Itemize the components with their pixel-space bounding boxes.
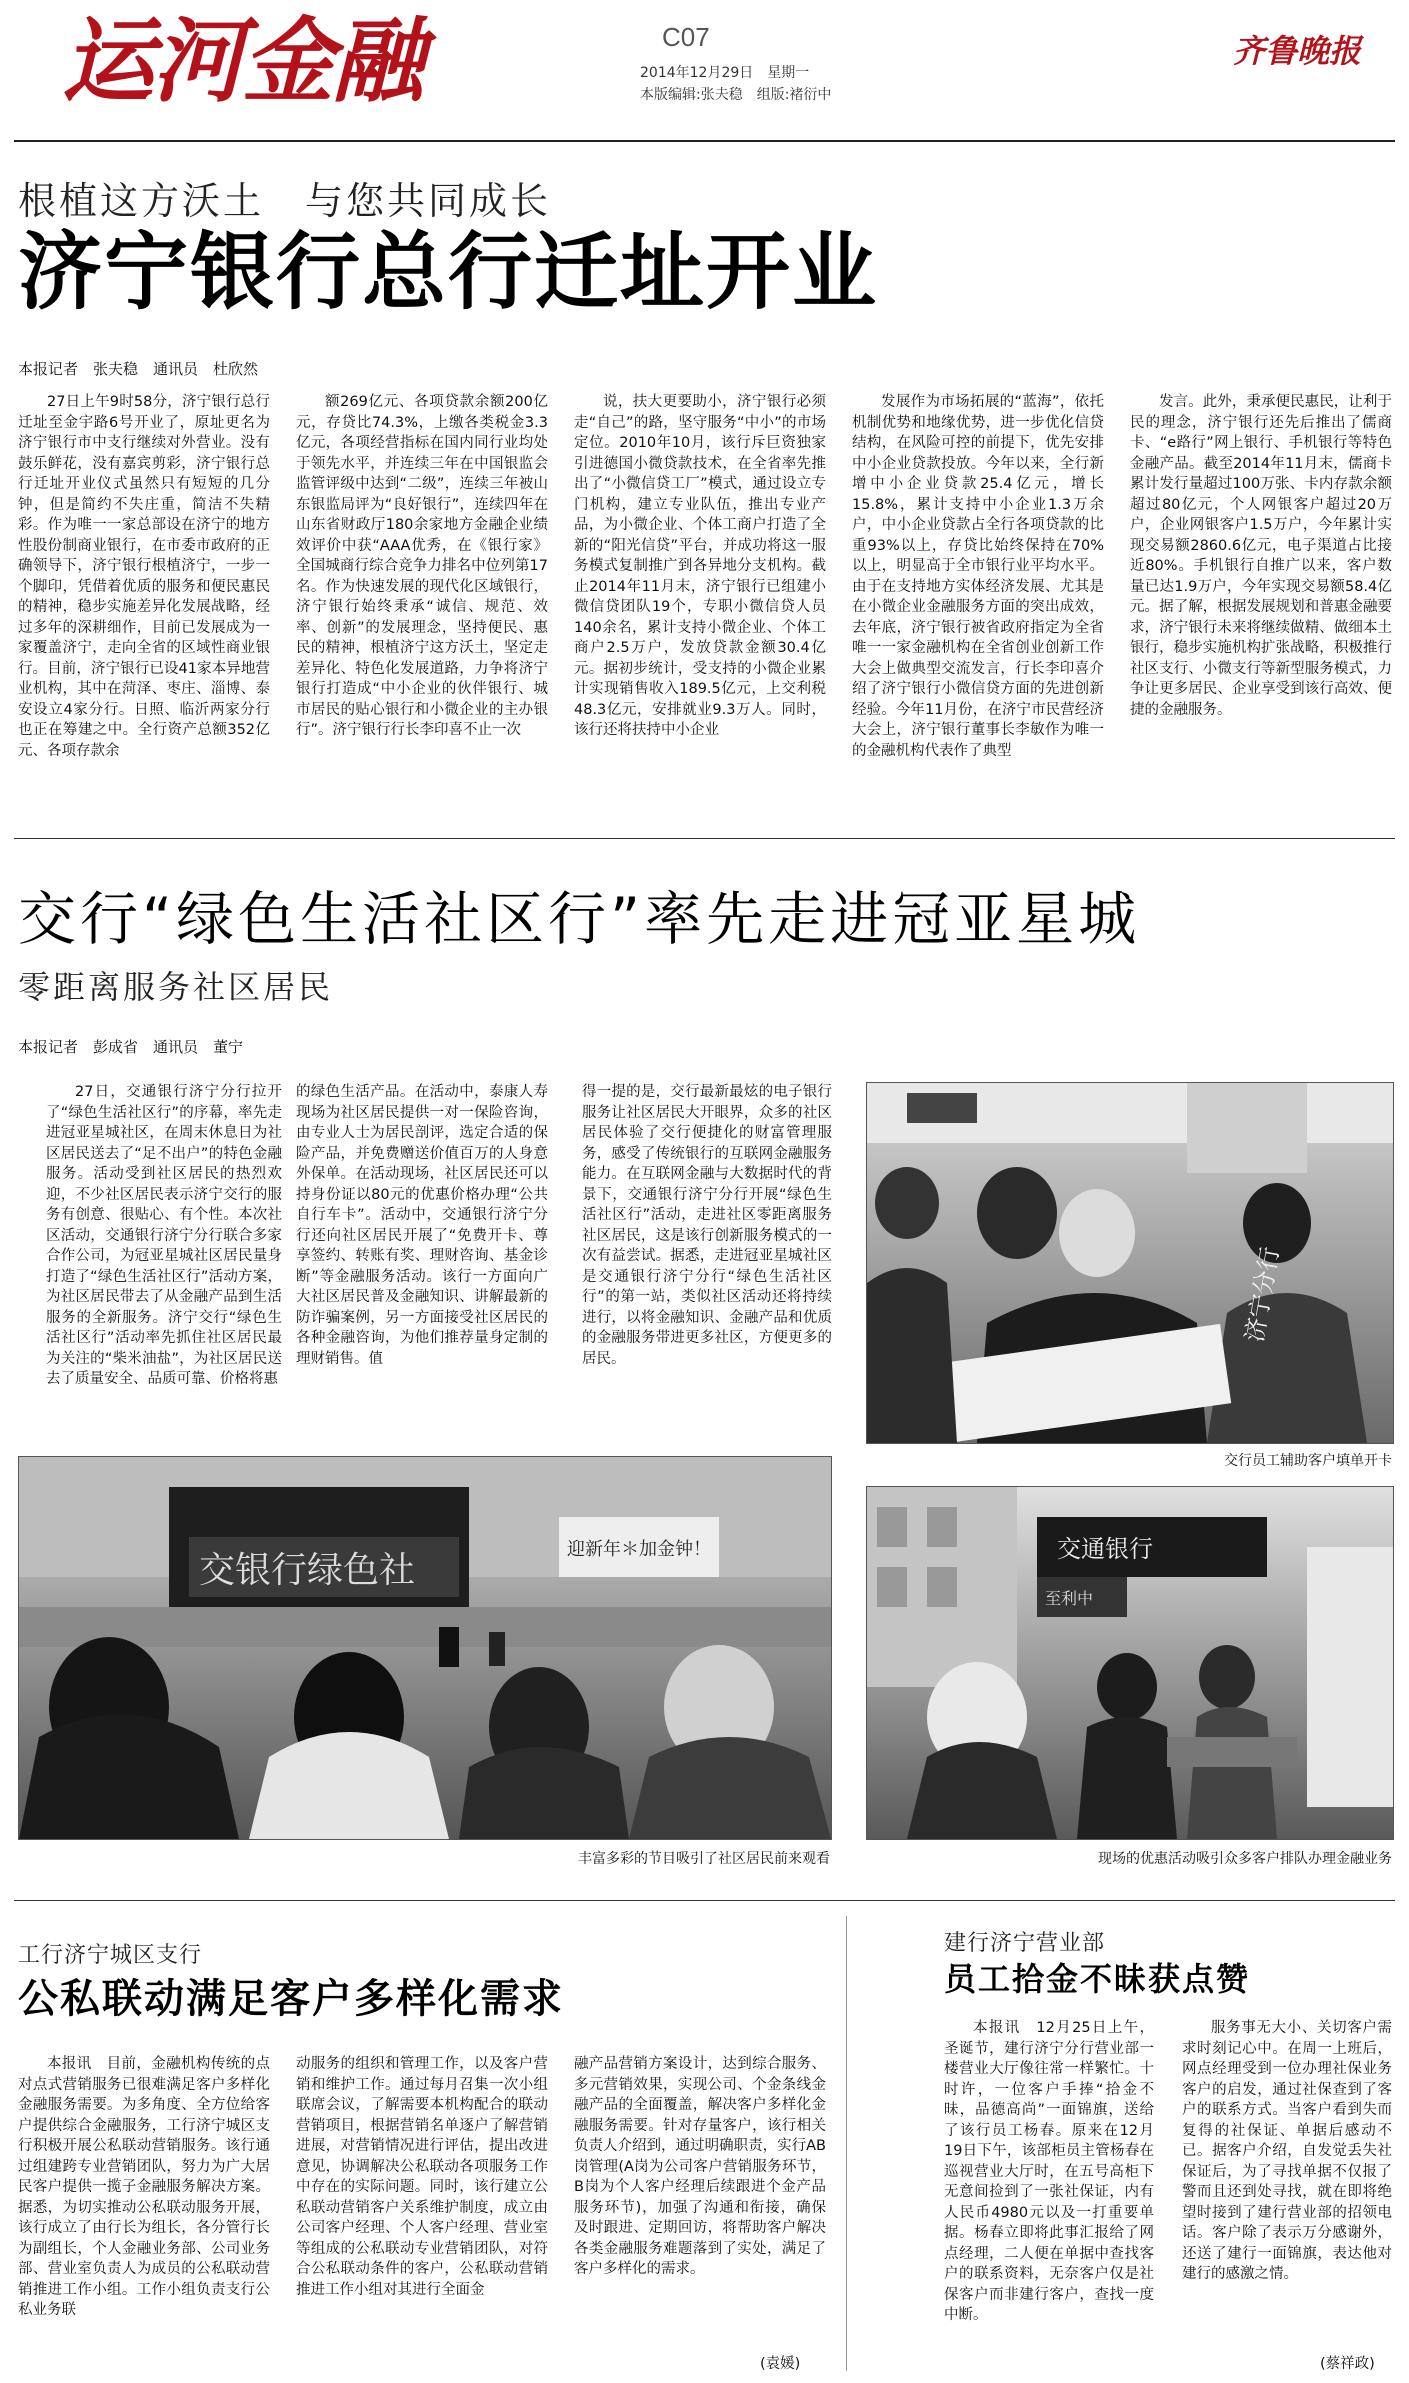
story2-subhead: 零距离服务社区居民 — [18, 968, 334, 1006]
photo-community-performance-illustration — [19, 1457, 831, 1839]
paper-logo: 齐鲁晚报 — [1232, 32, 1361, 70]
story2-column-2: 的绿色生活产品。在活动中，泰康人寿现场为社区居民提供一对一保险咨询，由专业人士为居民剖评，选定合适的保险产品，并免费赠送价值百万的人身意外保单。在活动现场，社区居民还可以持身份证以80元的优惠价格办理“公共自行车卡”。活动中，交通银行济宁分行还向社区居民开展了“免费开卡、尊享签约、转账有奖、理财咨询、基金诊断”等金融服务活动。该行一方面向广大社区居民普及金融知识、讲解最新的防诈骗案例，另一方面接受社区居民的各种金融咨询，为他们推荐量身定制的理财销售。值 — [296, 1084, 548, 1367]
story1-divider — [14, 838, 1395, 839]
story1-column-5: 发言。此外，秉承便民惠民，让利于民的理念，济宁银行还先后推出了儒商卡、“e路行”网上银行、手机银行等特色金融产品。截至2014年11月末，儒商卡累计发行量超过100万张、卡内存款余额超过80亿元，个人网银客户超过20万户，企业网银客户1.5万户，今年累计实现交易额2860.6亿元，电子渠道占比接近80%。手机银行自推广以来，客户数量已达1.9万户，今年实现交易额58.4亿元。据了解，根据发展规划和普惠金融要求，济宁银行未来将继续做精、做细本土银行，稳步实施机构扩张战略，积极推行社区支行、小微支行等新型服务模式，力争让更多居民、企业享受到该行高效、便捷的金融服务。 — [1130, 394, 1392, 718]
vest-text: 济宁分行 — [1240, 1244, 1285, 1345]
date-line: 2014年12月29日 星期一 — [640, 65, 810, 81]
story1-column-3: 说，扶大更要助小，济宁银行必须走“自己”的路，坚守服务“中小”的市场定位。2010年10月，该行斥巨资独家引进德国小微贷款技术，在全省率先推出了“小微信贷工厂”模式，通过设立专门机构，建立专业队伍，推出专业产品，为小微企业、个体工商户打造了全新的“阳光信贷”平台，并成功将这一服务模式复制推广到各异地分支机构。截止2014年11月末，济宁银行已组建小微信贷团队19个，专职小微信贷人员140余名，累计支持小微企业、个体工商户2.5万户，发放贷款金额30.4亿元。据初步统计，受支持的小微企业累计实现销售收入189.5亿元，上交利税48.3亿元，安排就业9.3万人。同时，该行还将扶持中小企业 — [574, 394, 826, 738]
section-title: 运河金融 — [62, 8, 423, 115]
tent-text: 至利中 — [1045, 1589, 1094, 1608]
caption-customers-queue: 现场的优惠活动吸引众多客户排队办理金融业务 — [1098, 1851, 1392, 1867]
photo-community-performance — [18, 1456, 832, 1840]
story3-column-3: 融产品营销方案设计，达到综合服务、多元营销效果，实现公司、个金条线金融产品的全面覆盖，解决客户多样化金融服务需要。针对存量客户，该行相关负责人介绍到，通过明确职责，实行AB岗管理(A岗为公司客户营销服务环节，B岗为个人客户经理后续跟进个金产品服务环节)，加强了沟通和衔接，确保及时跟进、定期回访，将帮助客户解决各类金融服务难题落到了实处，满足了客户多样化的需求。 — [574, 2056, 826, 2277]
story3-headline: 公私联动满足客户多样化需求 — [18, 1976, 564, 2022]
story1-headline: 济宁银行总行迁址开业 — [18, 223, 879, 321]
issue-meta — [640, 62, 831, 106]
caption-staff-assisting: 交行员工辅助客户填单开卡 — [1224, 1453, 1392, 1469]
story1-column-1: 27日上午9时58分，济宁银行总行迁址至金宇路6号开业了，原址更名为济宁银行市中支行继续对外营业。没有鼓乐鲜花，没有嘉宾剪彩，济宁银行总行迁址开业仪式虽然只有短短的几分钟，但是简约不失庄重，简洁不失精彩。作为唯一一家总部设在济宁的地方性股份制商业银行，在市委市政府的正确领导下，济宁银行根植济宁，一步一个脚印，凭借着优质的服务和便民惠民的精神，稳步实施差异化发展战略，经过多年的深耕细作，目前已发展成为一家覆盖济宁，走向全省的区域性商业银行。目前，济宁银行已设41家本异地营业机构，其中在菏泽、枣庄、淄博、泰安设立4家分行。日照、临沂两家分行也正在筹建之中。全行资产总额352亿元、各项存款余 — [18, 394, 270, 759]
story3-kicker: 工行济宁城区支行 — [18, 1943, 203, 1968]
sign-text: 交通银行 — [1057, 1535, 1153, 1563]
story2-byline: 本报记者 彭成省 通讯员 董宁 — [18, 1038, 244, 1056]
story2-column-1: 27日，交通银行济宁分行拉开了“绿色生活社区行”的序幕，率先走进冠亚星城社区，在周末休息日为社区居民送去了“足不出户”的特色金融服务。活动受到社区居民的热烈欢迎，不少社区居民表示济宁交行的服务有创意、很贴心、有个性。本次社区活动，交通银行济宁分行联合多家合作公司，为冠亚星城社区居民量身打造了“绿色生活社区行”活动方案，为社区居民带去了从金融产品到生活服务的全新服务。济宁交行“绿色生活社区行”活动率先抓住社区居民最为关注的“柴米油盐”，为社区居民送去了质量安全、品质可靠、价格将惠 — [46, 1084, 282, 1387]
story4-signature: (蔡祥政) — [1320, 2356, 1375, 2372]
caption-community-performance: 丰富多彩的节目吸引了社区居民前来观看 — [578, 1851, 830, 1867]
story4-column-2: 服务事无大小、关切客户需求时刻记心中。在周一上班后，网点经理受到一位办理社保业务客户的启发，通过社保查到了客户的联系方式。当客户看到失而复得的社保证、单据后感动不已。据客户介绍，自发觉丢失社保证后，为了寻找单据不仅报了警而且还到处寻找，就在即将绝望时接到了建行营业部的招领电话。客户除了表示万分感谢外，还送了建行一面锦旗，表达他对建行的感激之情。 — [1182, 2020, 1392, 2282]
story1-kicker: 根植这方沃土 与您共同成长 — [18, 179, 552, 223]
story2-divider — [14, 1900, 1395, 1901]
story3-column-2: 动服务的组织和管理工作，以及客户营销和维护工作。通过每月召集一次小组联席会议，了解需要本机构配合的联动营销项目，根据营销名单逐户了解营销进展，对营销情况进行评估，提出改进意见，协调解决公私联动各项服务工作中存在的实际问题。同时，该行建立公私联动营销客户关系维护制度，成立由公司客户经理、个人客户经理、营业室等组成的公私联动专业营销团队，对符合公私联动条件的客户，公私联动营销推进工作小组对其进行全面金 — [296, 2056, 548, 2298]
story4-kicker: 建行济宁营业部 — [944, 1931, 1106, 1956]
banner-text: 交银行绿色社 — [199, 1550, 416, 1591]
story1-column-2: 额269亿元、各项贷款余额200亿元，存贷比74.3%，上缴各类税金3.3亿元，各项经营指标在国内同行业均处于领先水平，并连续三年在中国银监会监管评级中达到“二级”，连续三年被山东银监局评为“良好银行”，连续四年在山东省财政厅180余家地方金融企业绩效评价中获“AAA优秀，在《银行家》全国城商行综合竞争力排名中位列第17名。作为快速发展的现代化区域银行，济宁银行始终秉承“诚信、规范、效率、创新”的发展理念，坚持便民、惠民的精神，根植济宁这方沃土，坚定走差异化、特色化发展道路，力争将济宁银行打造成“中小企业的伙伴银行、城市居民的贴心银行和小微企业的主办银行”。济宁银行行长李印喜不止一次 — [296, 394, 548, 738]
story2-column-3: 得一提的是，交行最新最炫的电子银行服务让社区居民大开眼界，众多的社区居民体验了交行便捷化的财富管理服务，感受了传统银行的互联网金融服务能力。在互联网金融与大数据时代的背景下，交通银行济宁分行开展“绿色生活社区行”活动，走进社区零距离服务社区居民，这是该行创新服务模式的一次有益尝试。据悉，走进冠亚星城社区是交通银行济宁分行“绿色生活社区行”的第一站，类似社区活动还将持续进行，以将金融知识、金融产品和优质的金融服务带进更多社区，方便更多的居民。 — [582, 1084, 832, 1367]
editor-line: 本版编辑:张夫稳 组版:褚衍中 — [640, 87, 832, 103]
story1-column-4: 发展作为市场拓展的“蓝海”，依托机制优势和地缘优势，进一步优化信贷结构，在风险可控的前提下，优先安排中小企业贷款投放。今年以来，全行新增中小企业贷款25.4亿元，增长15.8%，累计支持中小企业1.3万余户，中小企业贷款占全行各项贷款的比重93%以上，存贷比始终保持在70%以上，明显高于全市银行业平均水平。由于在支持地方实体经济发展、尤其是在小微企业金融服务方面的突出成效，去年底，济宁银行被省政府指定为全省唯一一家金融机构在全省创业创新工作大会上做典型交流发言，行长李印喜介绍了济宁银行小微信贷方面的先进创新经验。今年11月份，在济宁市民营经济大会上，济宁银行董事长李敏作为唯一的金融机构代表作了典型 — [852, 394, 1104, 759]
masthead-rule — [14, 140, 1395, 142]
photo-staff-assisting-customers-illustration — [867, 1083, 1393, 1443]
story3-column-1: 本报讯 目前，金融机构传统的点对点式营销服务已很难满足客户多样化金融服务需要。为多角度、全方位给客户提供综合金融服务，工行济宁城区支行积极开展公私联动营销服务。该行通过组建跨专业营销团队，努力为广大居民客户提供一揽子金融服务解决方案。据悉，为切实推动公私联动服务开展，该行成立了由行长为组长，各分管行长为副组长，个人金融业务部、公司业务部、营业室负责人为成员的公私联动营销推进工作小组。工作小组负责支行公私业务联 — [18, 2056, 270, 2318]
photo-customers-queue-illustration — [867, 1487, 1393, 1839]
story2-headline: 交行“绿色生活社区行”率先走进冠亚星城 — [18, 885, 1141, 953]
photo-staff-assisting-customers — [866, 1082, 1394, 1444]
story-column-divider — [846, 1916, 847, 2371]
story1-byline: 本报记者 张夫稳 通讯员 杜欣然 — [18, 360, 259, 378]
board-text: 迎新年＊加金钟！ — [567, 1539, 711, 1560]
story4-column-1: 本报讯 12月25日上午，圣诞节，建行济宁分行营业部一楼营业大厅像往常一样繁忙。十时许，一位客户手捧“拾金不昧，品德高尚”一面锦旗，送给了该行员工杨春。原来在12月19日下午，该部柜员主管杨春在巡视营业大厅时，在五号高柜下无意间捡到了一张社保证，内有人民币4980元以及一打重要单据。杨春立即将此事汇报给了网点经理，二人便在单据中查找客户的联系资料，无奈客户仅是社保客户而非建行客户，查找一度中断。 — [944, 2020, 1154, 2323]
photo-customers-queue — [866, 1486, 1394, 1840]
story3-signature: (袁媛) — [760, 2356, 801, 2372]
story4-headline: 员工拾金不昧获点赞 — [944, 1960, 1251, 1998]
page-number: C07 — [662, 22, 710, 52]
